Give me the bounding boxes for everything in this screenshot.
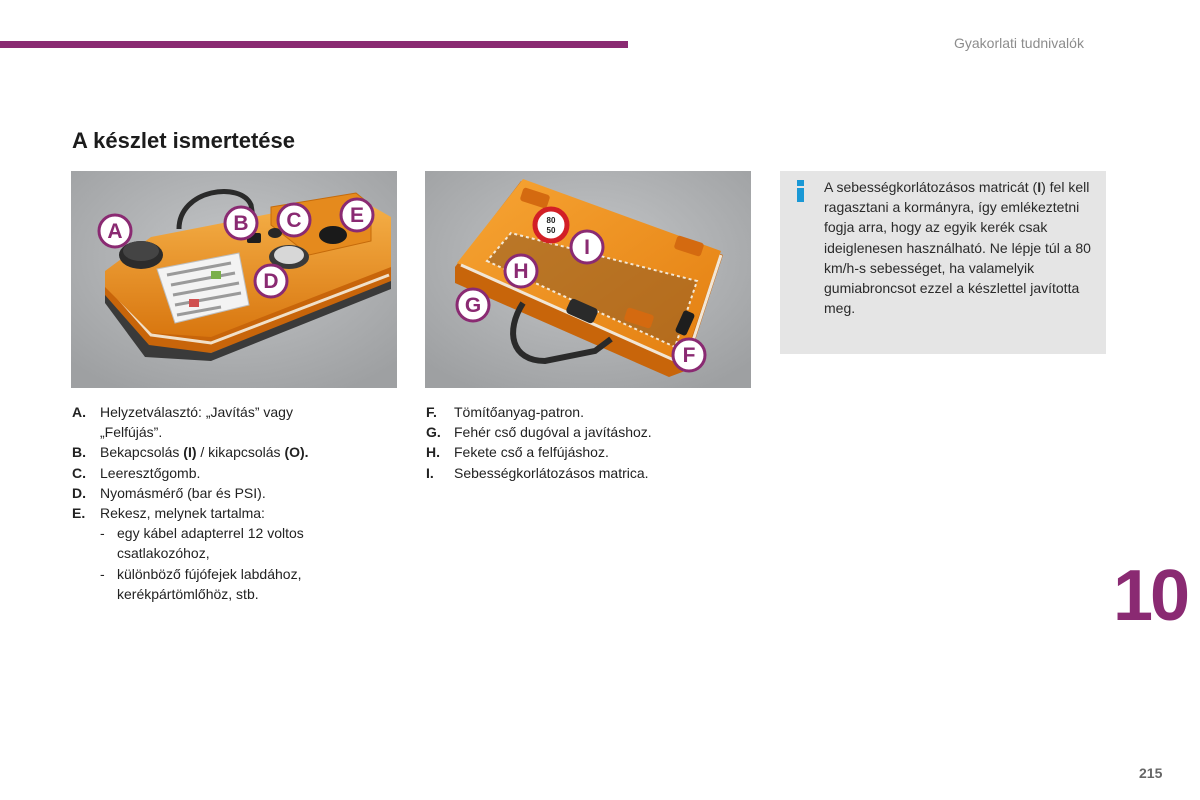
info-icon	[796, 180, 806, 202]
legend-item-e: E. Rekesz, melynek tartalma:	[72, 505, 265, 522]
legend-item-a: A. Helyzetválasztó: „Javítás” vagy „Felfújás”.	[72, 404, 293, 441]
callout-c-label: C	[286, 209, 302, 232]
callout-b-label: B	[233, 212, 249, 235]
callout-i-label: I	[584, 236, 590, 259]
chapter-number: 10	[1113, 556, 1188, 636]
legend-subitem: - egy kábel adapterrel 12 voltos csatlakozóhoz,	[100, 525, 304, 562]
legend-left	[72, 402, 362, 604]
callout-c	[278, 204, 310, 236]
legend-item-f: F. Tömítőanyag-patron.	[426, 404, 584, 420]
callout-i	[571, 231, 603, 263]
callout-e	[341, 199, 373, 231]
callout-f	[673, 339, 705, 371]
legend-subitem: - különböző fújófejek labdához, kerékpártömlőhöz, stb.	[100, 565, 302, 602]
info-box	[780, 171, 1106, 354]
callout-b	[225, 207, 257, 239]
callout-a	[99, 215, 131, 247]
callout-d	[255, 265, 287, 297]
legend-item-c: C. Leeresztőgomb.	[72, 464, 201, 481]
callout-g-label: G	[464, 294, 482, 317]
callout-h-label: H	[513, 260, 529, 283]
callout-g	[457, 289, 489, 321]
speed-sign-top: 80	[546, 216, 556, 225]
header-accent-bar	[0, 41, 628, 48]
info-text: A sebességkorlátozásos matricát (I) fel kell ragasztani a kormányra, így emlékeztetni fogja arra, hogy az egyik kerék csak ideiglenesen használható. Ne lépje túl a 80 km/h-s sebességet, ha valamelyik gumiabroncsot ezzel a készlettel javította meg.	[824, 179, 1091, 317]
legend-right	[426, 402, 726, 483]
callout-d-label: D	[263, 270, 279, 293]
speed-limit-sticker	[535, 209, 567, 241]
callout-f-label: F	[682, 344, 696, 367]
callout-h	[505, 255, 537, 287]
callout-a-label: A	[107, 220, 123, 243]
section-header: Gyakorlati tudnivalók	[954, 35, 1084, 51]
legend-item-b: B. Bekapcsolás (I) / kikapcsolás (O).	[72, 444, 309, 461]
compressor-kit-bottom-illustration	[425, 171, 751, 388]
legend-item-i: I. Sebességkorlátozásos matrica.	[426, 464, 649, 481]
legend-item-h: H. Fekete cső a felfújáshoz.	[426, 444, 609, 461]
page-title: A készlet ismertetése	[72, 128, 295, 153]
callout-e-label: E	[349, 204, 365, 227]
compressor-kit-top-illustration	[71, 171, 397, 388]
legend-item-g: G. Fehér cső dugóval a javításhoz.	[426, 424, 652, 441]
speed-sign-bottom: 50	[546, 226, 556, 235]
legend-item-d: D. Nyomásmérő (bar és PSI).	[72, 484, 266, 501]
page-number: 215	[1139, 765, 1163, 781]
